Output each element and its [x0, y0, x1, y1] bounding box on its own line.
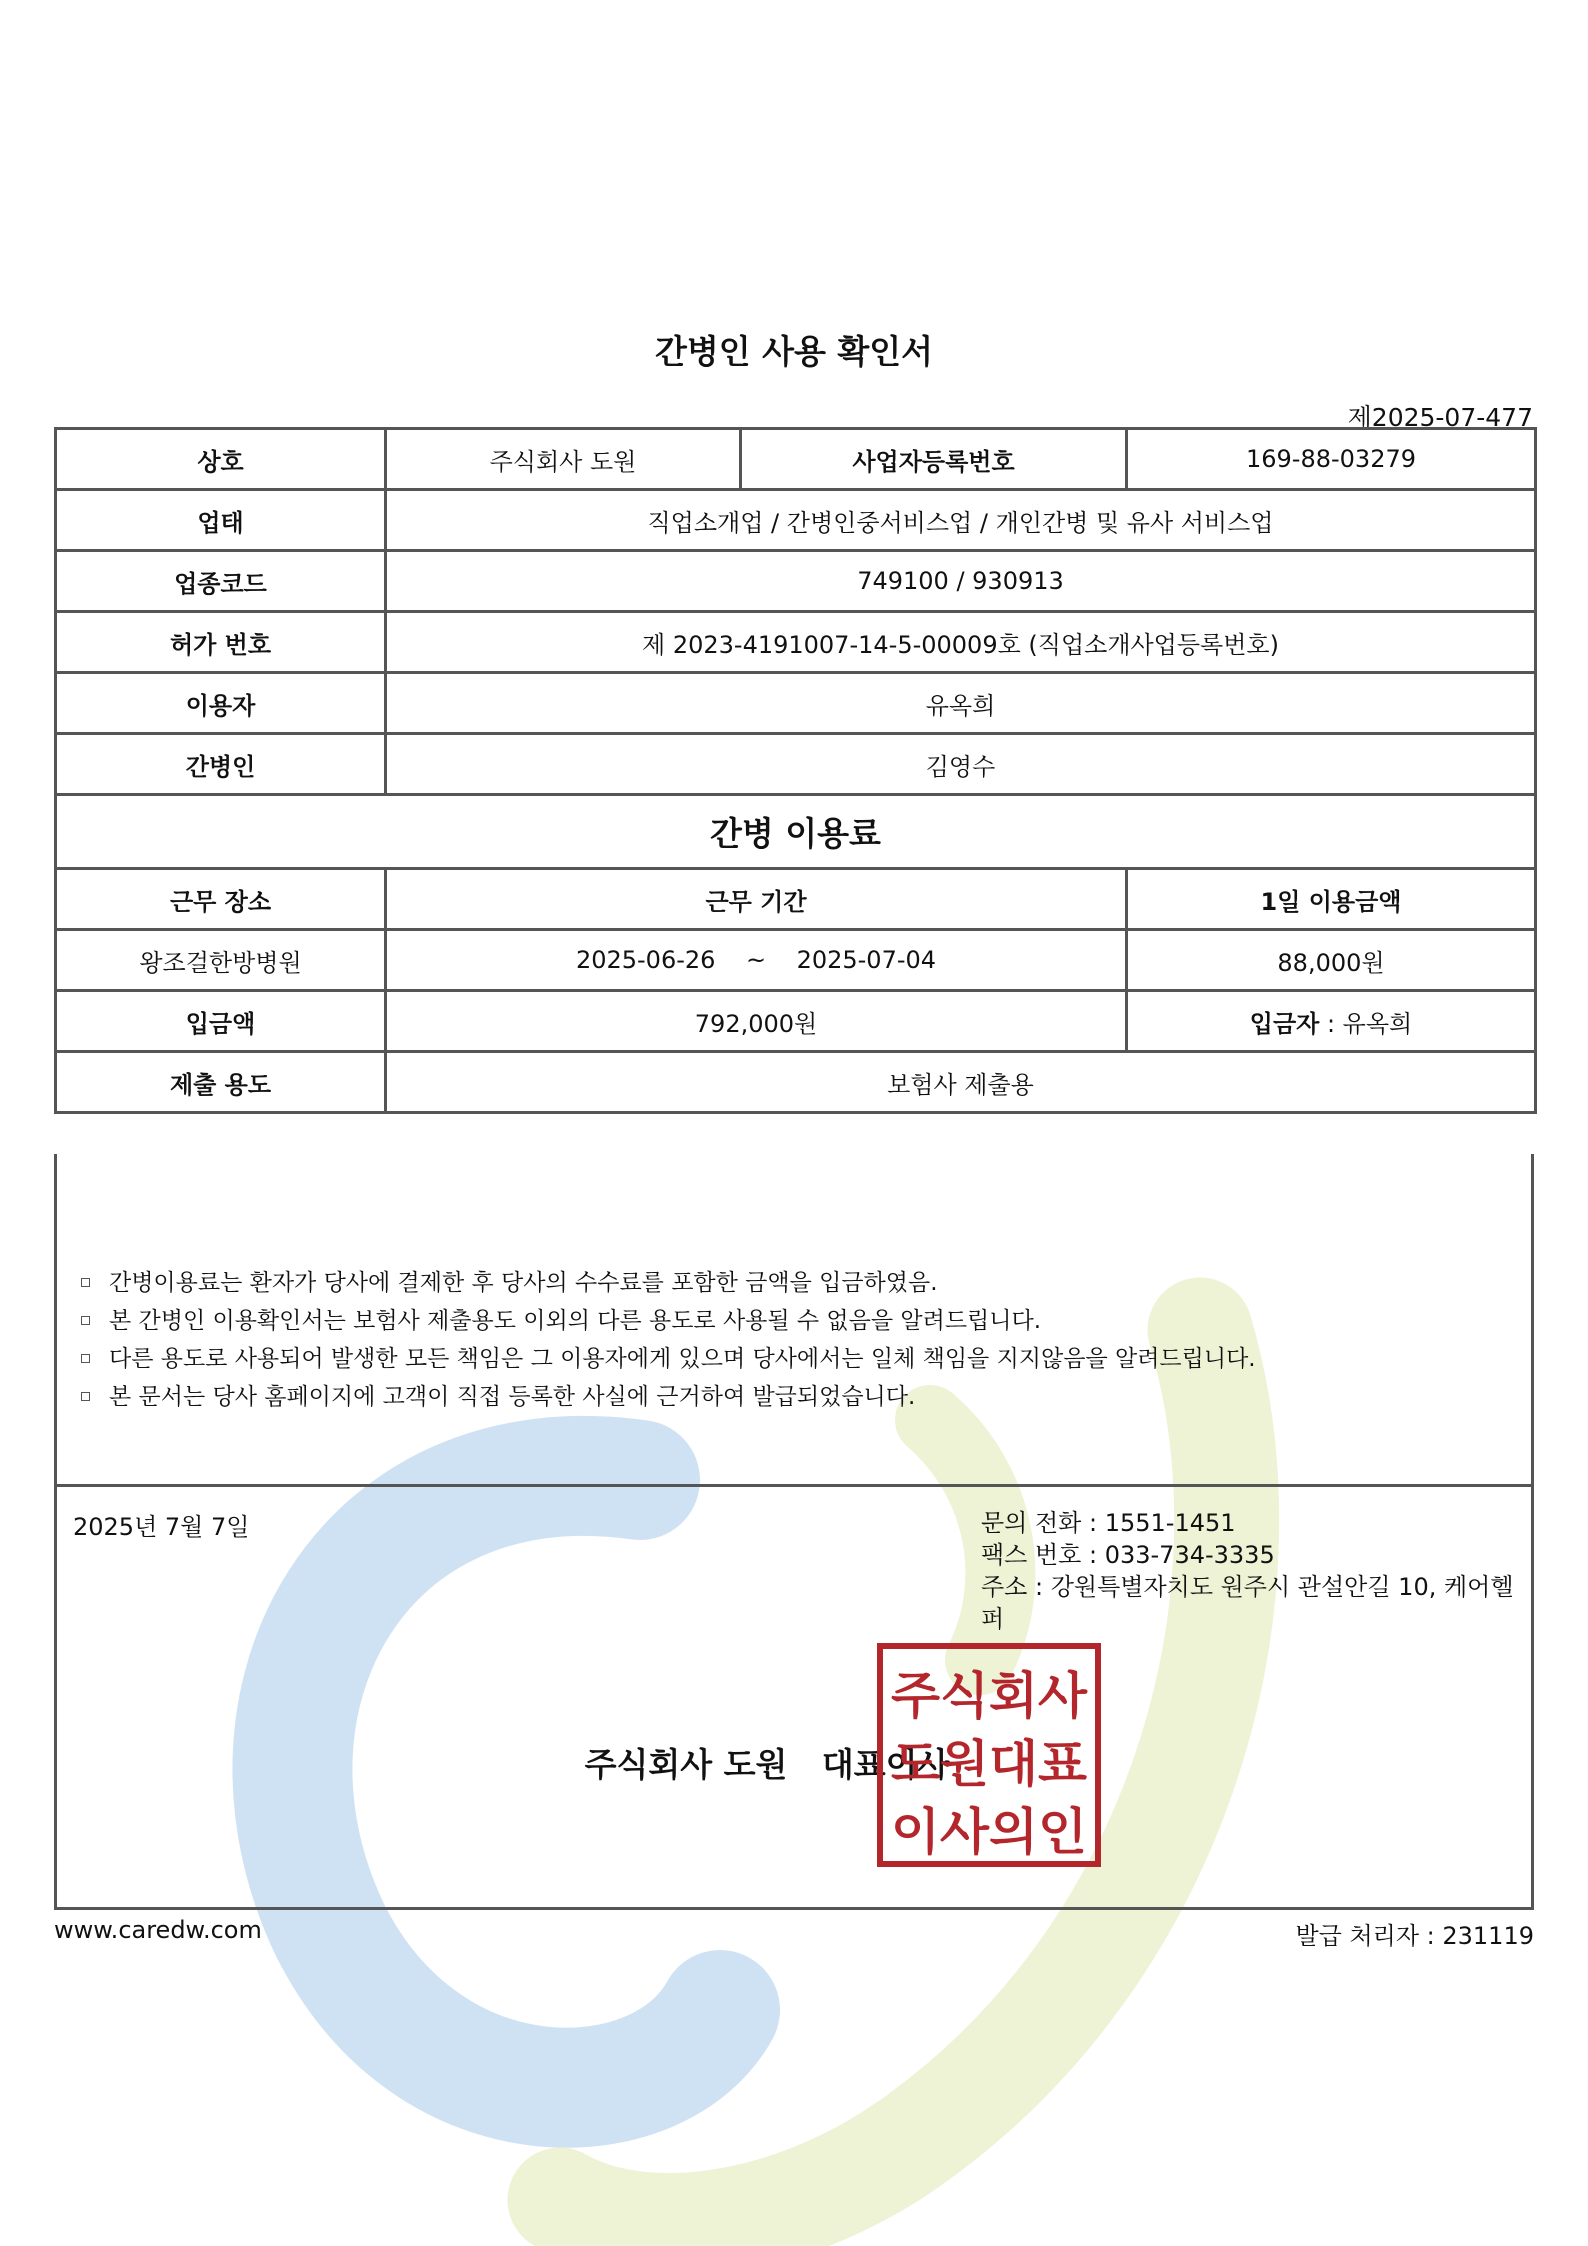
biz-reg-value: 169-88-03279 — [1127, 429, 1536, 490]
row-caregiver — [56, 734, 1536, 795]
caregiver-value: 김영수 — [386, 734, 1536, 795]
note-item: 본 문서는 당사 홈페이지에 고객이 직접 등록한 사실에 근거하여 발급되었습니다. — [81, 1378, 1256, 1416]
fee-section-heading: 간병 이용료 — [56, 795, 1536, 869]
company-value: 주식회사 도원 — [386, 429, 741, 490]
purpose-label: 제출 용도 — [56, 1052, 386, 1113]
svg-text:도원대표: 도원대표 — [891, 1735, 1088, 1793]
daily-fee-value: 88,000원 — [1127, 930, 1536, 991]
issue-date: 2025년 7월 7일 — [73, 1513, 250, 1541]
period-start: 2025-06-26 — [575, 946, 716, 974]
row-fee-heading — [56, 795, 1536, 869]
address: 주소 : 강원특별자치도 원주시 관설안길 10, 케어헬퍼 — [981, 1573, 1514, 1633]
biz-reg-label: 사업자등록번호 — [741, 429, 1127, 490]
workplace-value: 왕조걸한방병원 — [56, 930, 386, 991]
row-company — [56, 429, 1536, 490]
daily-fee-label: 1일 이용금액 — [1127, 869, 1536, 930]
row-fee-values — [56, 930, 1536, 991]
purpose-value: 보험사 제출용 — [386, 1052, 1536, 1113]
footer-box — [54, 1484, 1534, 1910]
caregiver-label: 간병인 — [56, 734, 386, 795]
note-item: 간병이용료는 환자가 당사에 결제한 후 당사의 수수료를 포함한 금액을 입금하였음. — [81, 1264, 1256, 1302]
row-business-type — [56, 490, 1536, 551]
document-number: 제2025-07-477 — [1347, 403, 1533, 432]
company-seal-icon — [877, 1643, 1101, 1867]
note-item: 본 간병인 이용확인서는 보험사 제출용도 이외의 다른 용도로 사용될 수 없음을 알려드립니다. — [81, 1302, 1256, 1340]
period-separator: ~ — [745, 946, 767, 974]
license-label: 허가 번호 — [56, 612, 386, 673]
row-purpose — [56, 1052, 1536, 1113]
company-label: 상호 — [56, 429, 386, 490]
signature-line: 주식회사 도원 대표이사 — [584, 1745, 950, 1784]
row-user — [56, 673, 1536, 734]
row-license — [56, 612, 1536, 673]
phone: 문의 전화 : 1551-1451 — [981, 1509, 1236, 1537]
fax: 팩스 번호 : 033-734-3335 — [981, 1541, 1275, 1569]
user-label: 이용자 — [56, 673, 386, 734]
depositor-cell — [1127, 991, 1536, 1052]
square-bullet-icon — [81, 1316, 90, 1325]
period-value — [386, 930, 1127, 991]
issuer-info: 발급 처리자 : 231119 — [1295, 1922, 1534, 1950]
business-type-value: 직업소개업 / 간병인중서비스업 / 개인간병 및 유사 서비스업 — [386, 490, 1536, 551]
business-type-label: 업태 — [56, 490, 386, 551]
license-value: 제 2023-4191007-14-5-00009호 (직업소개사업등록번호) — [386, 612, 1536, 673]
workplace-label: 근무 장소 — [56, 869, 386, 930]
square-bullet-icon — [81, 1278, 90, 1287]
document-title: 간병인 사용 확인서 — [654, 332, 933, 371]
website-link[interactable]: www.caredw.com — [54, 1916, 262, 1944]
info-table — [54, 427, 1537, 1114]
user-value: 유옥희 — [386, 673, 1536, 734]
period-end: 2025-07-04 — [796, 946, 937, 974]
note-item: 다른 용도로 사용되어 발생한 모든 책임은 그 이용자에게 있으며 당사에서는 일체 책임을 지지않음을 알려드립니다. — [81, 1340, 1256, 1378]
row-industry-code — [56, 551, 1536, 612]
row-fee-headers — [56, 869, 1536, 930]
industry-code-label: 업종코드 — [56, 551, 386, 612]
period-label: 근무 기간 — [386, 869, 1127, 930]
notes-box — [54, 1154, 1534, 1486]
notes-list — [81, 1264, 1256, 1416]
depositor-label: 입금자 — [1249, 1009, 1320, 1038]
industry-code-value: 749100 / 930913 — [386, 551, 1536, 612]
row-deposit — [56, 991, 1536, 1052]
square-bullet-icon — [81, 1354, 90, 1363]
depositor-value: : 유옥희 — [1319, 1009, 1413, 1038]
svg-text:이사의인: 이사의인 — [891, 1803, 1087, 1861]
svg-text:주식회사: 주식회사 — [891, 1667, 1088, 1725]
contact-info — [981, 1507, 1531, 1635]
deposit-label: 입금액 — [56, 991, 386, 1052]
square-bullet-icon — [81, 1392, 90, 1401]
deposit-value: 792,000원 — [386, 991, 1127, 1052]
